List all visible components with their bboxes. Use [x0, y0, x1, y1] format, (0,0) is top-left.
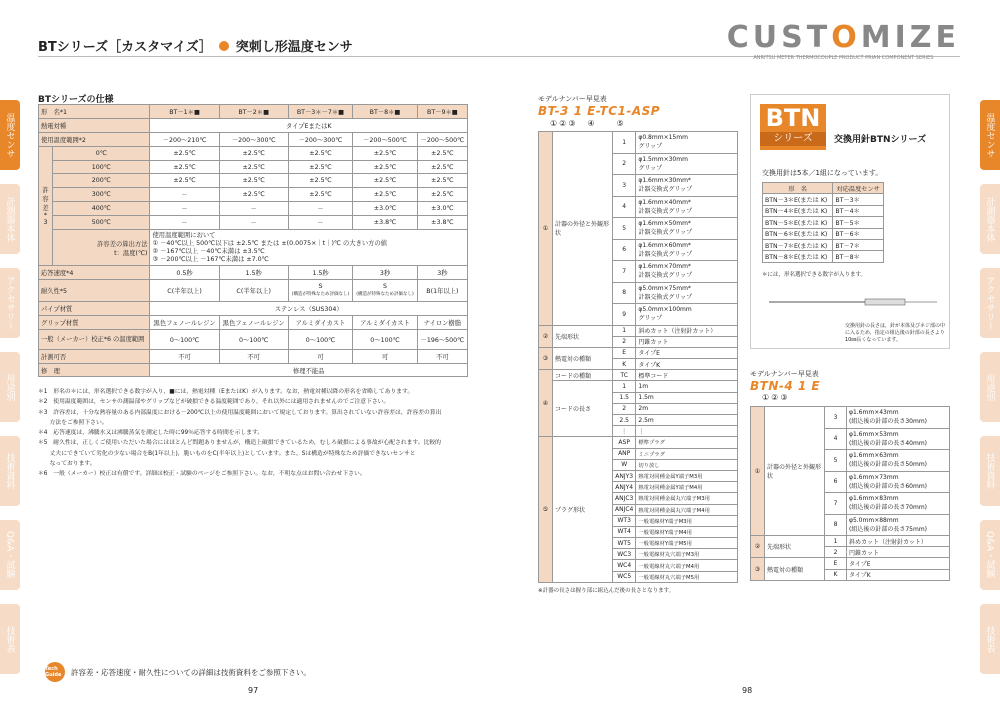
table-cell: ③ — [539, 347, 553, 369]
table-cell: WT4 — [613, 526, 636, 537]
table-cell: 1 — [825, 536, 847, 547]
table-cell: 6 — [613, 239, 636, 261]
table-cell: S (構造が特殊なため評価なし) — [288, 279, 353, 301]
table-cell: ② — [539, 325, 553, 347]
table-row — [751, 407, 950, 429]
table-cell: 対応温度センサ — [833, 183, 884, 194]
table-cell: 8 — [825, 514, 847, 536]
table-cell: WC5 — [613, 571, 636, 582]
table-cell: 1 — [613, 381, 636, 392]
table-row — [39, 349, 468, 363]
table-cell: 1 — [613, 132, 636, 154]
table-cell: 一般電線材丸穴端子M4用 — [636, 560, 738, 571]
section-subtitle: 突刺し形温度センサ — [235, 40, 353, 55]
table-cell: ±3.0℃ — [353, 202, 418, 216]
table-cell: 熱電対同種金属丸穴端子M3用 — [636, 493, 738, 504]
table-row — [763, 251, 884, 262]
table-cell: 斜めカット（注射針カット） — [636, 325, 738, 336]
table-cell: 先端形状 — [553, 325, 613, 347]
model-code-numbers: ①②③ ④ ⑤ — [550, 119, 626, 128]
table-cell: 200℃ — [53, 174, 150, 188]
table-cell: 400℃ — [53, 202, 150, 216]
table-cell: ±2.5℃ — [353, 174, 418, 188]
index-tab[interactable]: 温度センサ — [980, 100, 1000, 170]
table-cell: ±2.5℃ — [150, 160, 219, 174]
spec-notes — [38, 387, 468, 480]
table-cell: φ5.0mm×100mm グリップ — [636, 304, 738, 326]
table-cell: 3 — [825, 407, 847, 429]
page-header — [38, 36, 353, 55]
table-cell: 斜めカット（注射針カット） — [847, 536, 950, 547]
table-cell: φ1.5mm×30mm グリップ — [636, 153, 738, 175]
table-cell: 耐久性*5 — [39, 279, 150, 301]
table-cell: φ1.6mm×30mm* 計器交換式グリップ — [636, 175, 738, 197]
table-cell: 形 名*1 — [39, 105, 150, 119]
table-cell: 熱電対同種金属Y端子M4用 — [636, 482, 738, 493]
table-cell: ASP — [613, 437, 636, 448]
table-cell: 応答速度*4 — [39, 266, 150, 280]
table-cell: BT－3＊ — [833, 194, 884, 205]
btn-table — [762, 182, 884, 263]
table-cell: － — [219, 216, 288, 230]
table-cell: 0～100℃ — [219, 329, 288, 349]
table-cell: 7 — [825, 493, 847, 515]
spec-title: BTシリーズの仕様 — [38, 95, 114, 105]
footer-left — [45, 662, 311, 682]
table-cell: φ1.6mm×43mm (組込後の針部の長さ30mm) — [847, 407, 950, 429]
table-cell: BT－6＊ — [833, 228, 884, 239]
table-cell: グリップ材質 — [39, 315, 150, 329]
table-row — [39, 230, 468, 266]
table-cell: BT－5＊ — [833, 217, 884, 228]
table-cell: 2.5m — [636, 415, 738, 426]
bullet-icon — [219, 41, 229, 51]
table-cell: ±2.5℃ — [150, 174, 219, 188]
table-cell: BT－1＊■ — [150, 105, 219, 119]
table-row — [39, 329, 468, 349]
table-cell: ⋮ — [636, 426, 738, 437]
table-cell: 500℃ — [53, 216, 150, 230]
table-row — [763, 239, 884, 250]
table-cell: 不可 — [417, 349, 467, 363]
page-number-left: 97 — [248, 686, 259, 695]
table-cell: 標準プラグ — [636, 437, 738, 448]
table-cell: コードの長さ — [553, 381, 613, 437]
table-cell: 黒色フェノールレジン — [219, 315, 288, 329]
probe-illustration — [765, 290, 941, 320]
table-cell: WT3 — [613, 515, 636, 526]
table-row — [39, 363, 468, 377]
table-row — [39, 188, 468, 202]
table-cell: － — [150, 202, 219, 216]
table-cell: φ1.6mm×63mm (組込後の針部の長さ50mm) — [847, 450, 950, 472]
index-tab[interactable]: 計測器本体 — [0, 184, 20, 254]
index-tab[interactable]: 技術表 — [0, 604, 20, 674]
table-row — [39, 174, 468, 188]
table-cell: －200～300℃ — [219, 132, 288, 146]
table-cell: ±2.5℃ — [353, 160, 418, 174]
table-cell: W — [613, 459, 636, 470]
table-row — [539, 381, 738, 392]
table-cell: BT－8＊ — [833, 251, 884, 262]
table-cell: 円錐カット — [636, 336, 738, 347]
table-cell: 熱電対種 — [39, 118, 150, 132]
table-row — [539, 347, 738, 358]
table-cell: ±2.5℃ — [150, 146, 219, 160]
table-cell: ±2.5℃ — [219, 174, 288, 188]
note-line: ＊3 許容差は，十分な熱容量のある内部温度における－200℃以上の使用温度範囲において規定しております。算出されていない許容差は，許容差の算出 — [38, 409, 442, 416]
table-cell: 使用温度範囲*2 — [39, 132, 150, 146]
table-cell: ±2.5℃ — [417, 174, 467, 188]
index-tab[interactable]: 技術資料 — [980, 436, 1000, 506]
index-tab[interactable]: 用途別 — [980, 352, 1000, 422]
table-cell: ±2.5℃ — [219, 146, 288, 160]
table-cell: ③ — [751, 558, 765, 580]
table-cell: ステンレス（SUS304） — [150, 301, 468, 315]
table-cell: φ0.8mm×15mm グリップ — [636, 132, 738, 154]
table-cell: 標準コード — [636, 370, 738, 381]
table-cell: K — [613, 359, 636, 370]
table-cell: ① — [751, 407, 765, 536]
table-cell: －200～300℃ — [288, 132, 353, 146]
table-cell: ナイロン樹脂 — [417, 315, 467, 329]
index-tab[interactable]: アクセサリー — [0, 268, 20, 338]
table-cell: E — [613, 347, 636, 358]
table-cell: 計器の外径と外観形状 — [765, 407, 825, 536]
table-cell: WC3 — [613, 549, 636, 560]
model-chart-title: モデルナンバー早見表 — [750, 370, 819, 378]
table-cell: ±2.5℃ — [353, 146, 418, 160]
table-row — [39, 266, 468, 280]
table-cell: 0℃ — [53, 146, 150, 160]
model-code-numbers: ①②③ — [762, 393, 790, 402]
table-row — [751, 536, 950, 547]
table-cell: 許容差の算出方法 t：温度(℃) — [53, 230, 150, 266]
table-row — [39, 105, 468, 119]
model-code: BTN-4 1 E — [750, 379, 821, 393]
table-cell: 修理不能品 — [150, 363, 468, 377]
table-cell: タイプE — [636, 347, 738, 358]
table-cell: 0.5秒 — [150, 266, 219, 280]
table-cell: 一般電線材丸穴端子M5用 — [636, 571, 738, 582]
table-cell: タイプEまたはK — [150, 118, 468, 132]
table-cell: 2.5 — [613, 415, 636, 426]
right-index-tabs — [980, 100, 1000, 688]
model-chart-title: モデルナンバー早見表 — [538, 95, 607, 103]
table-cell: φ5.0mm×88mm (組込後の針部の長さ75mm) — [847, 514, 950, 536]
model-chart-bt — [538, 94, 738, 594]
note-line: ＊5 耐久性は，正しくご使用いただいた場合にはほとんど問題ありませんが，構造上破損できているため，むしろ破損による事故が心配されます。比較的 — [38, 440, 441, 447]
table-cell: 形 名 — [763, 183, 833, 194]
table-cell: －200～210℃ — [150, 132, 219, 146]
table-cell: φ1.6mm×50mm* 計器交換式グリップ — [636, 218, 738, 240]
index-tab[interactable]: 温度センサ — [0, 100, 20, 170]
table-cell: 7 — [613, 261, 636, 283]
table-cell: ±2.5℃ — [417, 160, 467, 174]
table-cell: ±2.5℃ — [417, 146, 467, 160]
table-cell: BT－2＊■ — [219, 105, 288, 119]
table-cell: BTN－3＊E(または K) — [763, 194, 833, 205]
table-cell: 2 — [825, 547, 847, 558]
table-cell: 円錐カット — [847, 547, 950, 558]
table-cell: TC — [613, 370, 636, 381]
table-cell: － — [150, 216, 219, 230]
index-tab[interactable]: 技術資料 — [0, 436, 20, 506]
table-cell: －196～500℃ — [417, 329, 467, 349]
table-cell: ±2.5℃ — [288, 160, 353, 174]
table-cell: ⑤ — [539, 437, 553, 582]
table-cell: 可 — [353, 349, 418, 363]
table-cell: 1.5秒 — [219, 266, 288, 280]
table-cell: φ1.6mm×73mm (組込後の針部の長さ60mm) — [847, 471, 950, 493]
table-cell: ANJC3 — [613, 493, 636, 504]
table-cell: 2m — [636, 403, 738, 414]
table-cell: C(半年以上) — [219, 279, 288, 301]
table-cell: ANJC4 — [613, 504, 636, 515]
table-cell: 300℃ — [53, 188, 150, 202]
table-cell: BTN－6＊E(または K) — [763, 228, 833, 239]
table-row — [39, 301, 468, 315]
table-cell: －200～500℃ — [417, 132, 467, 146]
table-cell: WT5 — [613, 538, 636, 549]
table-cell: 5 — [825, 450, 847, 472]
table-cell: ±2.5℃ — [219, 188, 288, 202]
index-tab[interactable]: Q&A・試験 — [980, 520, 1000, 590]
table-cell: 1.5m — [636, 392, 738, 403]
table-cell: φ1.6mm×60mm* 計器交換式グリップ — [636, 239, 738, 261]
note-line: 丈夫にできていて劣化の少ない場合をB(1年以上)，脆いものをC(半年以上)としています。また，Sは構造が特殊なため評価できないセンサと — [38, 450, 416, 457]
table-row — [39, 315, 468, 329]
tech-guide-icon: Tech Guide — [45, 662, 65, 682]
table-cell: 使用温度範囲において ① －40℃以上 500℃以下は ±2.5℃ または ±(0.0075×｜t｜)℃ の大きい方の値 ② －167℃以上 －40℃未満は ±3.5℃ ③ －200℃以上 －167℃未満は ±7.0℃ — [150, 230, 468, 266]
model-table-btn — [750, 406, 950, 581]
table-row — [39, 160, 468, 174]
table-cell: 先端形状 — [765, 536, 825, 558]
table-cell: ミニプラグ — [636, 448, 738, 459]
table-row — [39, 279, 468, 301]
table-cell: φ1.6mm×53mm (組込後の針部の長さ40mm) — [847, 428, 950, 450]
table-cell: 3 — [613, 175, 636, 197]
table-cell: 4 — [613, 196, 636, 218]
table-cell: 1 — [613, 325, 636, 336]
table-cell: ① — [539, 132, 553, 326]
table-cell: ④ — [539, 370, 553, 437]
table-cell: BTN－5＊E(または K) — [763, 217, 833, 228]
note-line: ＊4 応答速度は，沸騰水又は沸騰蒸気を測定した時に99％応答する時間を示します。 — [38, 430, 264, 437]
table-cell: BT－3＊－7＊■ — [288, 105, 353, 119]
index-tab[interactable]: 計測器本体 — [980, 184, 1000, 254]
btn-note: ＊には，形名選択できる数字が入ります。 — [762, 272, 867, 278]
table-cell: 1.5秒 — [288, 266, 353, 280]
table-cell: BTN－7＊E(または K) — [763, 239, 833, 250]
table-cell: アルミダイカスト — [288, 315, 353, 329]
table-row — [751, 558, 950, 569]
table-cell: φ1.6mm×40mm* 計器交換式グリップ — [636, 196, 738, 218]
table-cell: 一般電線材Y端子M5用 — [636, 538, 738, 549]
table-cell: ±3.8℃ — [353, 216, 418, 230]
table-cell: タイプK — [847, 569, 950, 580]
note-line: ＊2 使用温度範囲は，センサの測温部やグリップなどが破損できる温度範囲であり，それ以外には適用されませんのでご注意下さい。 — [38, 399, 390, 406]
table-row — [39, 216, 468, 230]
btn-subtitle: 交換用針は5本／1組になっています。 — [762, 169, 883, 177]
table-cell: 不可 — [219, 349, 288, 363]
probe-note: 交換用針の長さは，針が本体及びネジ部の中に入るため，指定の組込後の針部の長さより10㎜長くなっています。 — [845, 323, 946, 343]
table-cell: プラグ形状 — [553, 437, 613, 582]
table-cell: 熱電対同種金属丸穴端子M4用 — [636, 504, 738, 515]
table-cell: ANJY4 — [613, 482, 636, 493]
table-cell: ±2.5℃ — [417, 188, 467, 202]
table-row — [763, 217, 884, 228]
table-row — [539, 370, 738, 381]
table-cell: 0～100℃ — [150, 329, 219, 349]
table-cell: φ1.6mm×70mm* 計器交換式グリップ — [636, 261, 738, 283]
table-cell: 許 容 差 * 3 — [39, 146, 53, 265]
table-cell: － — [219, 202, 288, 216]
table-cell: 8 — [613, 282, 636, 304]
table-cell: ANJY3 — [613, 470, 636, 481]
model-chart-btn — [750, 369, 950, 581]
table-cell: 6 — [825, 471, 847, 493]
table-cell: 0～100℃ — [288, 329, 353, 349]
table-cell: BT－8＊■ — [353, 105, 418, 119]
table-cell: 修 理 — [39, 363, 150, 377]
table-cell: 0～100℃ — [353, 329, 418, 349]
btn-badge: BTN シリーズ — [760, 104, 826, 150]
table-cell: 2 — [613, 403, 636, 414]
table-cell: BT－4＊ — [833, 205, 884, 216]
note-line: なっております。 — [38, 461, 96, 468]
table-cell: φ5.0mm×75mm* 計器交換式グリップ — [636, 282, 738, 304]
table-cell: 一般電線材Y端子M4用 — [636, 526, 738, 537]
table-row — [39, 118, 468, 132]
table-row — [39, 202, 468, 216]
index-tab[interactable]: アクセサリー — [980, 268, 1000, 338]
table-cell: － — [150, 188, 219, 202]
table-cell: K — [825, 569, 847, 580]
table-cell: BT－9＊■ — [417, 105, 467, 119]
table-cell: ANP — [613, 448, 636, 459]
table-cell: B(1年以上) — [417, 279, 467, 301]
spec-table — [38, 104, 468, 377]
table-cell: 100℃ — [53, 160, 150, 174]
table-row — [763, 194, 884, 205]
table-row — [539, 132, 738, 154]
note-line: 方法をご参照下さい。 — [38, 419, 108, 426]
table-cell: BTN－4＊E(または K) — [763, 205, 833, 216]
table-cell: － — [288, 202, 353, 216]
table-cell: S (構造が特殊なため評価なし) — [353, 279, 418, 301]
model-note: ※計器の長さは握り部に組込んだ後の長さとなります。 — [538, 587, 675, 594]
table-row — [39, 146, 468, 160]
table-cell: 3秒 — [353, 266, 418, 280]
table-cell: タイプK — [636, 359, 738, 370]
table-cell: 切り放し — [636, 459, 738, 470]
table-cell: 不可 — [150, 349, 219, 363]
table-cell: E — [825, 558, 847, 569]
table-cell: ±2.5℃ — [288, 188, 353, 202]
table-cell: ±2.5℃ — [288, 146, 353, 160]
table-cell: 一般電線材丸穴端子M3用 — [636, 549, 738, 560]
table-cell: ② — [751, 536, 765, 558]
index-tab[interactable]: Q&A・試験 — [0, 520, 20, 590]
table-cell: パイプ材質 — [39, 301, 150, 315]
table-cell: コードの種類 — [553, 370, 613, 381]
index-tab[interactable]: 用途別 — [0, 352, 20, 422]
index-tab[interactable]: 技術表 — [980, 604, 1000, 674]
model-code: BT-3 1 E-TC1-ASP — [538, 104, 661, 118]
table-cell: 熱電対同種金属Y端子M3用 — [636, 470, 738, 481]
table-cell: 3秒 — [417, 266, 467, 280]
table-cell: 4 — [825, 428, 847, 450]
table-cell: 計測可否 — [39, 349, 150, 363]
table-cell: 9 — [613, 304, 636, 326]
table-cell: 5 — [613, 218, 636, 240]
table-cell: C(半年以上) — [150, 279, 219, 301]
footer-note: 許容差・応答速度・耐久性についての詳細は技術資料をご参照下さい。 — [71, 667, 311, 677]
table-cell: ±2.5℃ — [288, 174, 353, 188]
table-row — [763, 205, 884, 216]
table-cell: BTN－8＊E(または K) — [763, 251, 833, 262]
left-index-tabs — [0, 100, 20, 688]
table-row — [539, 325, 738, 336]
table-cell: 熱電対の種類 — [765, 558, 825, 580]
table-cell: ±3.8℃ — [417, 216, 467, 230]
table-cell: － — [288, 216, 353, 230]
note-line: ＊6 一般（メーカー）校正は有償です。詳細は校正・試験のページをご参照下さい。なお，不明な点はお問い合わせ下さい。 — [38, 471, 366, 478]
table-cell: ⋮ — [613, 426, 636, 437]
table-cell: 黒色フェノールレジン — [150, 315, 219, 329]
model-table-bt — [538, 131, 738, 583]
table-cell: ±2.5℃ — [353, 188, 418, 202]
table-cell: BT－7＊ — [833, 239, 884, 250]
table-cell: アルミダイカスト — [353, 315, 418, 329]
customize-logo: CUSTOMIZE ANRITSU METER THERMOCOUPLE PRODUCT PRIAN COMPONENT SERIES — [726, 20, 960, 61]
table-row — [539, 437, 738, 448]
table-cell: 熱電対の種類 — [553, 347, 613, 369]
table-cell: ±3.0℃ — [417, 202, 467, 216]
table-cell: φ1.6mm×83mm (組込後の針部の長さ70mm) — [847, 493, 950, 515]
btn-heading: 交換用針BTNシリーズ — [834, 135, 927, 145]
table-cell: 可 — [288, 349, 353, 363]
table-cell: 1m — [636, 381, 738, 392]
table-row — [763, 228, 884, 239]
table-cell: 一般電線材Y端子M3用 — [636, 515, 738, 526]
page-number-right: 98 — [742, 686, 753, 695]
table-cell: WC4 — [613, 560, 636, 571]
table-cell: タイプE — [847, 558, 950, 569]
table-cell: 2 — [613, 153, 636, 175]
table-cell: 1.5 — [613, 392, 636, 403]
table-cell: 2 — [613, 336, 636, 347]
series-title: BTシリーズ［カスタマイズ］ — [38, 40, 212, 55]
table-cell: 一般（メーカー）校正*6 の温度範囲 — [39, 329, 150, 349]
table-row — [763, 183, 884, 194]
table-cell: ±2.5℃ — [219, 160, 288, 174]
table-row — [39, 132, 468, 146]
table-cell: －200～500℃ — [353, 132, 418, 146]
table-cell: 計器の外径と外観形状 — [553, 132, 613, 326]
note-line: ＊1 形名の＊には，形名選択できる数字が入り，■には，熱電対種（EまたはK）が入ります。なお，熱電対種以降の形名を省略してあります。 — [38, 389, 414, 395]
